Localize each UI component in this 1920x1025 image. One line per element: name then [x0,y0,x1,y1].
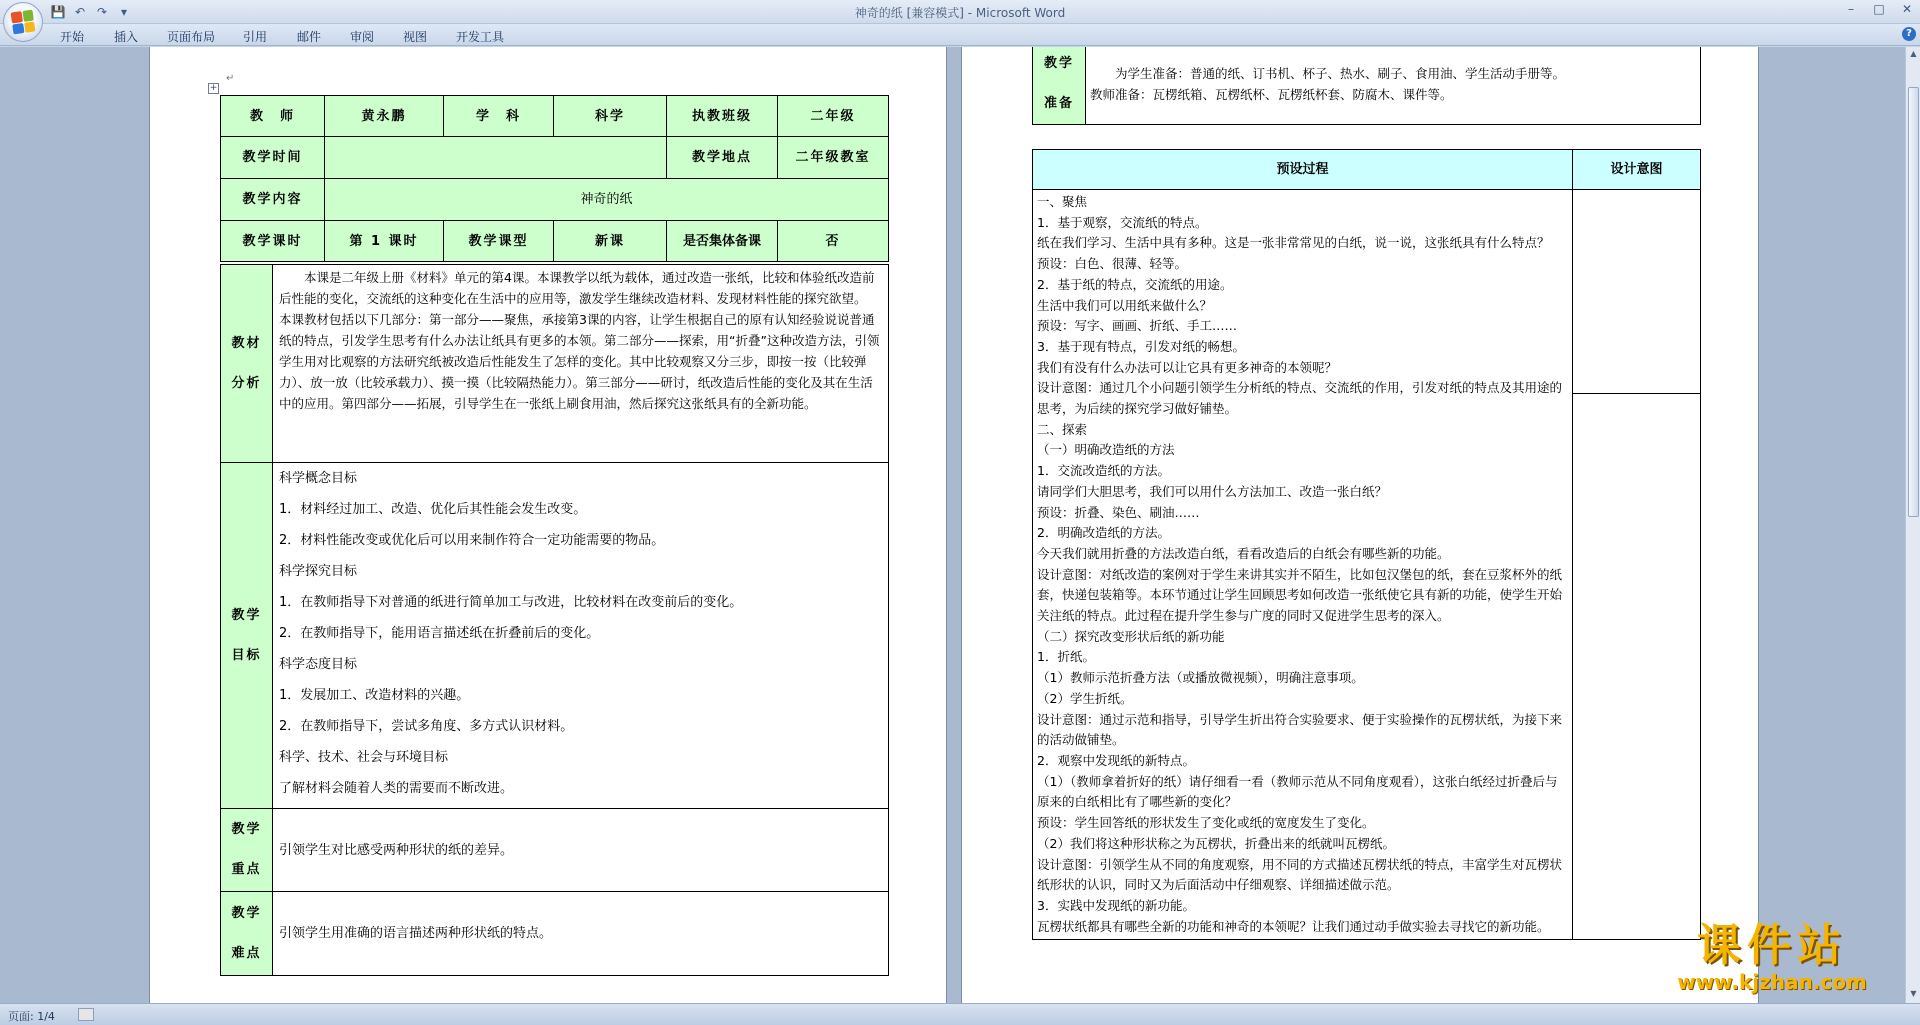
prep-text[interactable] [1086,47,1701,125]
watermark [1652,921,1892,993]
process-line: 生活中我们可以用纸来做什么？ [1037,297,1213,313]
process-line: 1．折纸。 [1037,649,1095,665]
process-line: 预设：折叠、染色、刷油…… [1037,504,1200,520]
goal-line: 科学态度目标 [279,657,358,672]
prep-line: 教师准备：瓦楞纸箱、瓦楞纸杯、瓦楞纸杯套、防腐木、课件等。 [1090,87,1453,102]
window-controls [1844,2,1914,16]
type-value: 新课 [554,221,667,262]
scroll-down-icon[interactable]: ▼ [1910,989,1917,998]
process-line: 2．明确改造纸的方法。 [1037,525,1170,541]
analysis-label-line: 分析 [231,375,262,391]
difficulty-label-line: 教学 [231,905,262,921]
process-line: （2）我们将这种形状称之为瓦楞状，折叠出来的纸就叫瓦楞纸。 [1037,835,1395,851]
intent-cell [1573,190,1700,394]
process-line: 请同学们大胆思考，我们可以用什么方法加工、改造一张白纸？ [1037,483,1388,499]
key-text[interactable]: 引领学生对比感受两种形状的纸的差异。 [273,809,889,892]
process-line: 我们有没有什么办法可以让它具有更多神奇的本领呢？ [1037,359,1338,375]
watermark-url: www.kjzhan.com [1677,970,1867,994]
process-line: （1）教师示范折叠方法（或播放微视频），明确注意事项。 [1037,670,1364,686]
teacher-label: 教 师 [221,96,325,137]
class-value: 二年级 [778,96,889,137]
document-area[interactable] [0,47,1905,1003]
title-bar [0,0,1920,24]
tab-review[interactable]: 审阅 [350,30,375,44]
office-button[interactable] [3,2,43,42]
window-title: 神奇的纸 [兼容模式] - Microsoft Word [854,6,1066,20]
analysis-label [221,265,273,463]
scrollbar-thumb[interactable] [1908,87,1919,517]
table-move-icon[interactable]: + [209,83,218,93]
goal-line: 1．在教师指导下对普通的纸进行简单加工与改进，比较材料在改变前后的变化。 [279,595,743,610]
lesson-process-table [1032,47,1701,125]
hours-value: 第 1 课时 [325,221,444,262]
process-line: （1）（教师拿着折好的纸）请仔细看一看（教师示范从不同角度观看），这张白纸经过折叠后与原来的白纸相比有了哪些新的变化？ [1037,773,1558,810]
process-line: 2．观察中发现纸的新特点。 [1037,752,1195,768]
collective-value: 否 [778,221,889,262]
process-line: 瓦楞状纸都具有哪些全新的功能和神奇的本领呢？让我们通过动手做实验去寻找它的新功能。 [1037,918,1550,934]
page-number[interactable]: 页面: 1/4 [8,1010,55,1023]
undo-icon[interactable]: ↶ [74,5,86,19]
process-line: 一、聚焦 [1037,194,1088,209]
tab-page-layout[interactable]: 页面布局 [167,30,216,44]
collective-label: 是否集体备课 [667,221,778,262]
goal-line: 2．在教师指导下，能用语言描述纸在折叠前后的变化。 [279,626,600,641]
analysis-paragraph: 本课是二年级上册《材料》单元的第4课。本课教学以纸为载体，通过改造一张纸，比较和体验纸改造前后性能的变化，交流纸的这种变化在生活中的应用等，激发学生继续改造材料、发现材料性能的探究欲望。 [279,270,875,306]
vertical-scrollbar[interactable] [1905,47,1920,1003]
tab-insert[interactable]: 插入 [114,30,139,44]
class-label: 执教班级 [667,96,778,137]
goal-line: 科学概念目标 [279,471,358,486]
intent-header: 设计意图 [1573,150,1701,190]
process-line: 纸在我们学习、生活中具有多种。这是一张非常常见的白纸，说一说，这张纸具有什么特点？ [1037,235,1550,251]
process-line: 1．基于观察，交流纸的特点。 [1037,214,1208,230]
subject-label: 学 科 [444,96,554,137]
restore-icon[interactable]: □ [1873,2,1885,16]
tab-developer[interactable]: 开发工具 [456,30,505,44]
process-line: 今天我们就用折叠的方法改造白纸，看看改造后的白纸会有哪些新的功能。 [1037,545,1450,561]
office-logo-icon [11,10,36,35]
analysis-label-line: 教材 [231,335,262,351]
place-label: 教学地点 [667,137,778,179]
process-line: 设计意图：对纸改造的案例对于学生来讲其实并不陌生，比如包汉堡包的纸，套在豆浆杯外的纸套，快递包装箱等。本环节通过让学生回顾思考如何改造一张纸使它具有新的功能，使学生开始关注纸的特点。此过程在提升学生参与广度的同时又促进学生思考的深入。 [1037,566,1563,624]
process-line: 预设：学生回答纸的形状发生了变化或纸的宽度发生了变化。 [1037,815,1375,831]
goal-line: 2．材料性能改变或优化后可以用来制作符合一定功能需要的物品。 [279,533,665,548]
difficulty-text[interactable]: 引领学生用准确的语言描述两种形状纸的特点。 [273,892,889,976]
goal-line: 1．发展加工、改造材料的兴趣。 [279,688,470,703]
customize-icon[interactable]: ▾ [120,5,128,19]
process-line: 3．基于现有特点，引发对纸的畅想。 [1037,338,1245,354]
process-line: （二）探究改变形状后纸的新功能 [1037,628,1225,644]
content-value: 神奇的纸 [325,179,889,221]
help-icon[interactable]: ? [1902,27,1916,41]
key-label [221,809,273,892]
process-line: 2．基于纸的特点，交流纸的用途。 [1037,276,1233,292]
process-text[interactable] [1033,190,1573,940]
goals-text[interactable] [273,463,889,809]
time-value[interactable] [325,137,667,179]
process-line: 3．实践中发现纸的新功能。 [1037,897,1195,913]
tab-home[interactable]: 开始 [60,30,85,44]
process-line: 设计意图：通过示范和指导，引导学生折出符合实验要求、便于实验操作的瓦楞状纸，为接下来的活动做铺垫。 [1037,711,1563,748]
goal-line: 科学、技术、社会与环境目标 [279,750,449,765]
prep-label-line: 准备 [1043,96,1074,111]
process-line: （2）学生折纸。 [1037,690,1133,706]
time-label: 教学时间 [221,137,325,179]
key-label-line: 重点 [231,862,262,877]
process-line: 二、探索 [1037,421,1088,437]
prep-line: 为学生准备：普通的纸、订书机、杯子、热水、刷子、食用油、学生活动手册等。 [1115,66,1566,81]
lesson-detail-table [220,264,889,976]
process-line: 1．交流改造纸的方法。 [1037,463,1170,479]
redo-icon[interactable]: ↷ [96,5,108,19]
difficulty-label [221,892,273,976]
goal-line: 1．材料经过加工、改造、优化后其性能会发生改变。 [279,502,587,517]
ribbon-tabs [0,24,1920,46]
type-label: 教学课型 [444,221,554,262]
prep-label-line: 教学 [1043,56,1074,71]
watermark-title: 课件站 [1697,920,1847,971]
page-2 [962,47,1758,1003]
process-line: 设计意图：通过几个小问题引领学生分析纸的特点、交流纸的作用，引发对纸的特点及其用途的思考，为后续的探究学习做好铺垫。 [1037,380,1563,417]
language-icon[interactable] [78,1008,94,1021]
goals-label [221,463,273,809]
goals-label-line: 教学 [231,607,262,623]
process-line: 设计意图：引领学生从不同的角度观察，用不同的方式描述瓦楞状纸的特点，丰富学生对瓦楞状纸形状的认识，同时又为后面活动中仔细观察、详细描述做示范。 [1037,856,1563,893]
process-line: 预设：写字、画画、折纸、手工…… [1037,318,1238,334]
analysis-text[interactable] [273,265,889,463]
content-label: 教学内容 [221,179,325,221]
analysis-paragraph: 本课教材包括以下几部分：第一部分——聚焦，承接第3课的内容，让学生根据自己的原有认知经验说说普通纸的特点，引发学生思考有什么办法让纸具有更多的本领。第二部分——探索，用“折叠”这种改造方法，引领学生用对比观察的方法研究纸被改造后性能发生了怎样的变化。其中比较观察又分三步，即按一按（比较弹力）、放一放（比较承载力）、摸一摸（比较隔热能力）。第三部分——研讨，纸改造后性能的变化及其在生活中的应用。第四部分——拓展，引导学生在一张纸上刷食用油，然后探究这张纸具有的全新功能。 [279,312,880,411]
goal-line: 科学探究目标 [279,564,358,579]
lesson-info-table [220,95,889,262]
status-bar [0,1003,1920,1025]
key-label-line: 教学 [231,822,262,837]
scroll-up-icon[interactable]: ▲ [1910,49,1917,58]
process-header: 预设过程 [1033,150,1573,190]
goals-label-line: 目标 [231,647,262,663]
goal-line: 2．在教师指导下，尝试多角度、多方式认识材料。 [279,719,574,734]
prep-label [1033,47,1086,125]
intent-column[interactable] [1573,190,1701,940]
process-line: 预设：白色、很薄、轻等。 [1037,256,1188,272]
teacher-value: 黄永鹏 [325,96,444,137]
goal-line: 了解材料会随着人类的需要而不断改进。 [279,781,514,796]
paragraph-mark-icon: ↵ [226,73,235,84]
subject-value: 科学 [554,96,667,137]
save-icon[interactable]: 💾 [50,5,66,19]
place-value: 二年级教室 [778,137,889,179]
page-1 [150,47,946,1003]
difficulty-label-line: 难点 [231,945,262,961]
minimize-icon[interactable]: – [1848,2,1854,16]
process-line: （一）明确改造纸的方法 [1037,442,1175,458]
tab-references[interactable]: 引用 [243,30,268,44]
close-icon[interactable]: ✕ [1901,2,1913,16]
tab-mailings[interactable]: 邮件 [297,30,322,44]
tab-view[interactable]: 视图 [403,30,428,44]
hours-label: 教学课时 [221,221,325,262]
process-table [1032,149,1701,940]
